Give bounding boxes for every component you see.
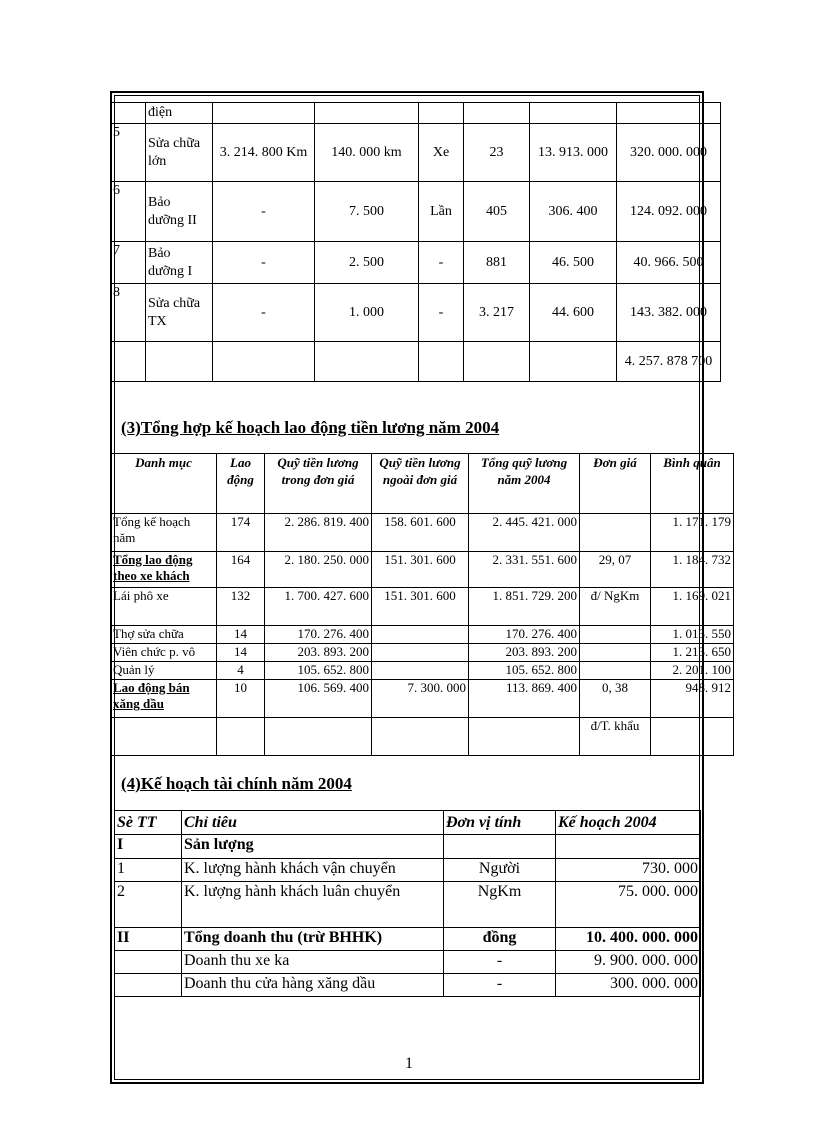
- grand-total: 4. 257. 878 700: [617, 342, 721, 382]
- table-header-row: [111, 454, 734, 514]
- row-number: 7: [111, 242, 146, 284]
- table-row: 2 K. lượng hành khách luân chuyển NgKm 75. 000. 000: [115, 882, 701, 928]
- item-name: Bảo dưỡng II: [146, 182, 213, 242]
- table-row: I Sản lượng: [115, 835, 701, 859]
- column-header: Đơn vị tính: [444, 811, 556, 835]
- table-row: 6 Bảo dưỡng II - 7. 500 Lần 405 306. 400 124. 092. 000: [111, 182, 721, 242]
- table-row: Tổng lao động theo xe khách 164 2. 180. 250. 000 151. 301. 600 2. 331. 551. 600 29, 07 1. 184. 732: [111, 552, 734, 588]
- labor-wage-table: [110, 453, 734, 756]
- table-row: [111, 103, 721, 124]
- table-row: Tổng kế hoạch năm 174 2. 286. 819. 400 158. 601. 600 2. 445. 421. 000 1. 171. 179: [111, 514, 734, 552]
- table-header-row: [115, 811, 701, 835]
- row-number: 8: [111, 284, 146, 342]
- column-header: Chỉ tiêu: [182, 811, 444, 835]
- section-4-title: (4)Kế hoạch tài chính năm 2004: [121, 774, 352, 793]
- table-row: Quản lý 4 105. 652. 800 105. 652. 800 2. 201. 100: [111, 662, 734, 680]
- financial-plan-table: [114, 810, 701, 997]
- row-number: 5: [111, 124, 146, 182]
- item-name: Bảo dưỡng I: [146, 242, 213, 284]
- column-header: Danh mục: [111, 454, 217, 514]
- column-header: Sè TT: [115, 811, 182, 835]
- table-row: Doanh thu cửa hàng xăng dầu - 300. 000. 000: [115, 974, 701, 997]
- total-row: [111, 342, 721, 382]
- item-name: điện: [146, 103, 213, 124]
- column-header: Tổng quỹ lương năm 2004: [469, 454, 580, 514]
- row-number: 6: [111, 182, 146, 242]
- table-row: II Tổng doanh thu (trừ BHHK) đồng 10. 400. 000. 000: [115, 928, 701, 951]
- table-row: Lái phô xe 132 1. 700. 427. 600 151. 301. 600 1. 851. 729. 200 đ/ NgKm 1. 169. 021: [111, 588, 734, 626]
- column-header: Kế hoạch 2004: [556, 811, 701, 835]
- table-row: 5 Sửa chữa lớn 3. 214. 800 Km 140. 000 km Xe 23 13. 913. 000 320. 000. 000: [111, 124, 721, 182]
- page-number: 1: [405, 1055, 413, 1072]
- item-name: Sửa chữa TX: [146, 284, 213, 342]
- item-name: Sửa chữa lớn: [146, 124, 213, 182]
- column-header: Đơn giá: [580, 454, 651, 514]
- table-row: 8 Sửa chữa TX - 1. 000 - 3. 217 44. 600 143. 382. 000: [111, 284, 721, 342]
- maintenance-cost-table: [110, 102, 721, 382]
- column-header: Lao động: [217, 454, 265, 514]
- row-number: [111, 103, 146, 124]
- table-row: 7 Bảo dưỡng I - 2. 500 - 881 46. 500 40. 966. 500: [111, 242, 721, 284]
- table-row: Viên chức p. vô 14 203. 893. 200 203. 893. 200 1. 213. 650: [111, 644, 734, 662]
- table-row: đ/T. khẩu: [111, 718, 734, 756]
- table-row: Lao động bán xăng dầu 10 106. 569. 400 7. 300. 000 113. 869. 400 0, 38 948. 912: [111, 680, 734, 718]
- column-header: Quỹ tiền lương trong đơn giá: [265, 454, 372, 514]
- table-row: Doanh thu xe ka - 9. 900. 000. 000: [115, 951, 701, 974]
- table-row: 1 K. lượng hành khách vận chuyển Người 730. 000: [115, 859, 701, 882]
- column-header: Bình quân: [651, 454, 734, 514]
- column-header: Quỹ tiền lương ngoài đơn giá: [372, 454, 469, 514]
- table-row: Thợ sửa chữa 14 170. 276. 400 170. 276. 400 1. 013. 550: [111, 626, 734, 644]
- section-3-title: (3)Tổng hợp kế hoạch lao động tiền lương năm 2004: [121, 418, 500, 437]
